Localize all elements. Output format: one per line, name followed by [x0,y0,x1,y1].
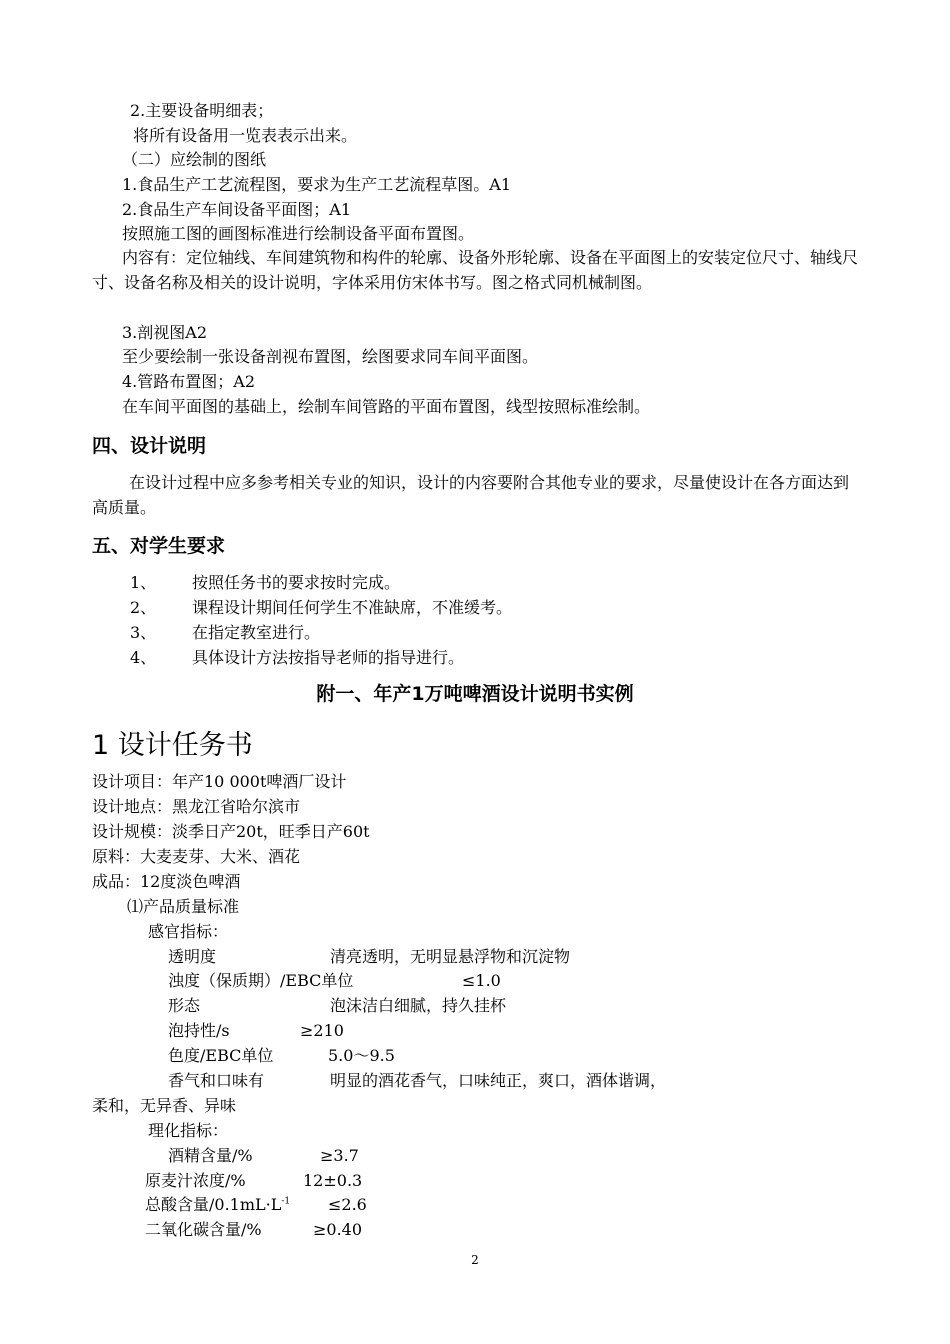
item-2-text: 将所有设备用一览表表示出来。 [133,126,358,145]
drawing-4-text: 在车间平面图的基础上，绘制车间管路的平面布置图，线型按照标准绘制。 [122,397,651,416]
appendix-title: 附一、年产1万吨啤酒设计说明书实例 [316,683,634,705]
sensory-name: 形态 [168,996,201,1015]
sensory-value: 明显的酒花香气，口味纯正，爽口，酒体谐调， [330,1071,667,1090]
drawing-1: 1.食品生产工艺流程图，要求为生产工艺流程草图。A1 [122,175,512,194]
physchem-name: 酒精含量/% [168,1146,253,1165]
physchem-value: 12±0.3 [303,1171,363,1190]
drawing-3: 3.剖视图A2 [122,323,208,342]
page-number: 2 [471,1253,479,1267]
section-4-heading: 四、设计说明 [92,435,207,457]
requirement-num: 2、 [130,598,157,617]
chapter-heading: 1 设计任务书 [92,730,253,761]
sensory-continuation: 柔和，无异香、异味 [92,1096,237,1115]
section-4-text: 在设计过程中应多参考相关专业的知识，设计的内容要附合其他专业的要求，尽量使设计在各方面达到高质量。 [92,473,850,517]
drawing-2-content: 内容有：定位轴线、车间建筑物和构件的轮廓、设备外形轮廓、设备在平面图上的安装定位尺寸、轴线尺寸、设备名称及相关的设计说明，字体采用仿宋体书写。图之格式同机械制图。 [92,248,859,292]
requirement-text: 在指定教室进行。 [192,623,321,642]
physchem-name-text: 总酸含量/0.1mL·L [145,1195,282,1214]
sensory-name: 浊度（保质期）/EBC单位 [168,971,354,990]
sensory-value: 5.0～9.5 [328,1046,395,1065]
physchem-value: ≤2.6 [328,1195,367,1214]
sensory-value: ≤1.0 [462,971,501,990]
physchem-superscript: -1 [281,1196,291,1207]
final-product: 成品：12度淡色啤酒 [92,872,241,891]
item-2-title: 2.主要设备明细表； [130,101,274,120]
sensory-name: 香气和口味有 [168,1071,265,1090]
sensory-value: ≥210 [300,1021,344,1040]
sensory-value: 清亮透明，无明显悬浮物和沉淀物 [330,947,571,966]
requirement-num: 3、 [130,623,157,642]
requirement-num: 4、 [130,648,157,667]
requirement-text: 具体设计方法按指导老师的指导进行。 [192,648,465,667]
sensory-value: 泡沫洁白细腻，持久挂杯 [330,996,507,1015]
requirement-num: 1、 [130,573,157,592]
sensory-name: 透明度 [168,947,217,966]
requirement-text: 按照任务书的要求按时完成。 [192,573,401,592]
sensory-title: 感官指标： [148,922,229,941]
physchem-value: ≥0.40 [313,1220,363,1239]
subsection-drawings: （二）应绘制的图纸 [122,150,267,169]
design-location: 设计地点：黑龙江省哈尔滨市 [92,797,301,816]
physchem-title: 理化指标： [148,1121,229,1140]
drawing-2-text: 按照施工图的画图标准进行绘制设备平面布置图。 [122,224,475,243]
raw-materials: 原料：大麦麦芽、大米、酒花 [92,847,301,866]
sensory-name: 泡持性/s [168,1021,230,1040]
design-scale: 设计规模：淡季日产20t，旺季日产60t [92,822,370,841]
sensory-name: 色度/EBC单位 [168,1046,274,1065]
physchem-value: ≥3.7 [320,1146,359,1165]
quality-standard-title: ⑴产品质量标准 [127,897,240,916]
drawing-2: 2.食品生产车间设备平面图；A1 [122,200,352,219]
physchem-name: 二氧化碳含量/% [145,1220,262,1239]
physchem-name [145,1195,290,1215]
drawing-4: 4.管路布置图；A2 [122,372,256,391]
physchem-name: 原麦汁浓度/% [145,1171,246,1190]
drawing-3-text: 至少要绘制一张设备剖视布置图，绘图要求同车间平面图。 [122,347,539,366]
requirement-text: 课程设计期间任何学生不准缺席，不准缓考。 [192,598,513,617]
section-5-heading: 五、对学生要求 [92,535,226,557]
design-project: 设计项目：年产10 000t啤酒厂设计 [92,772,347,791]
